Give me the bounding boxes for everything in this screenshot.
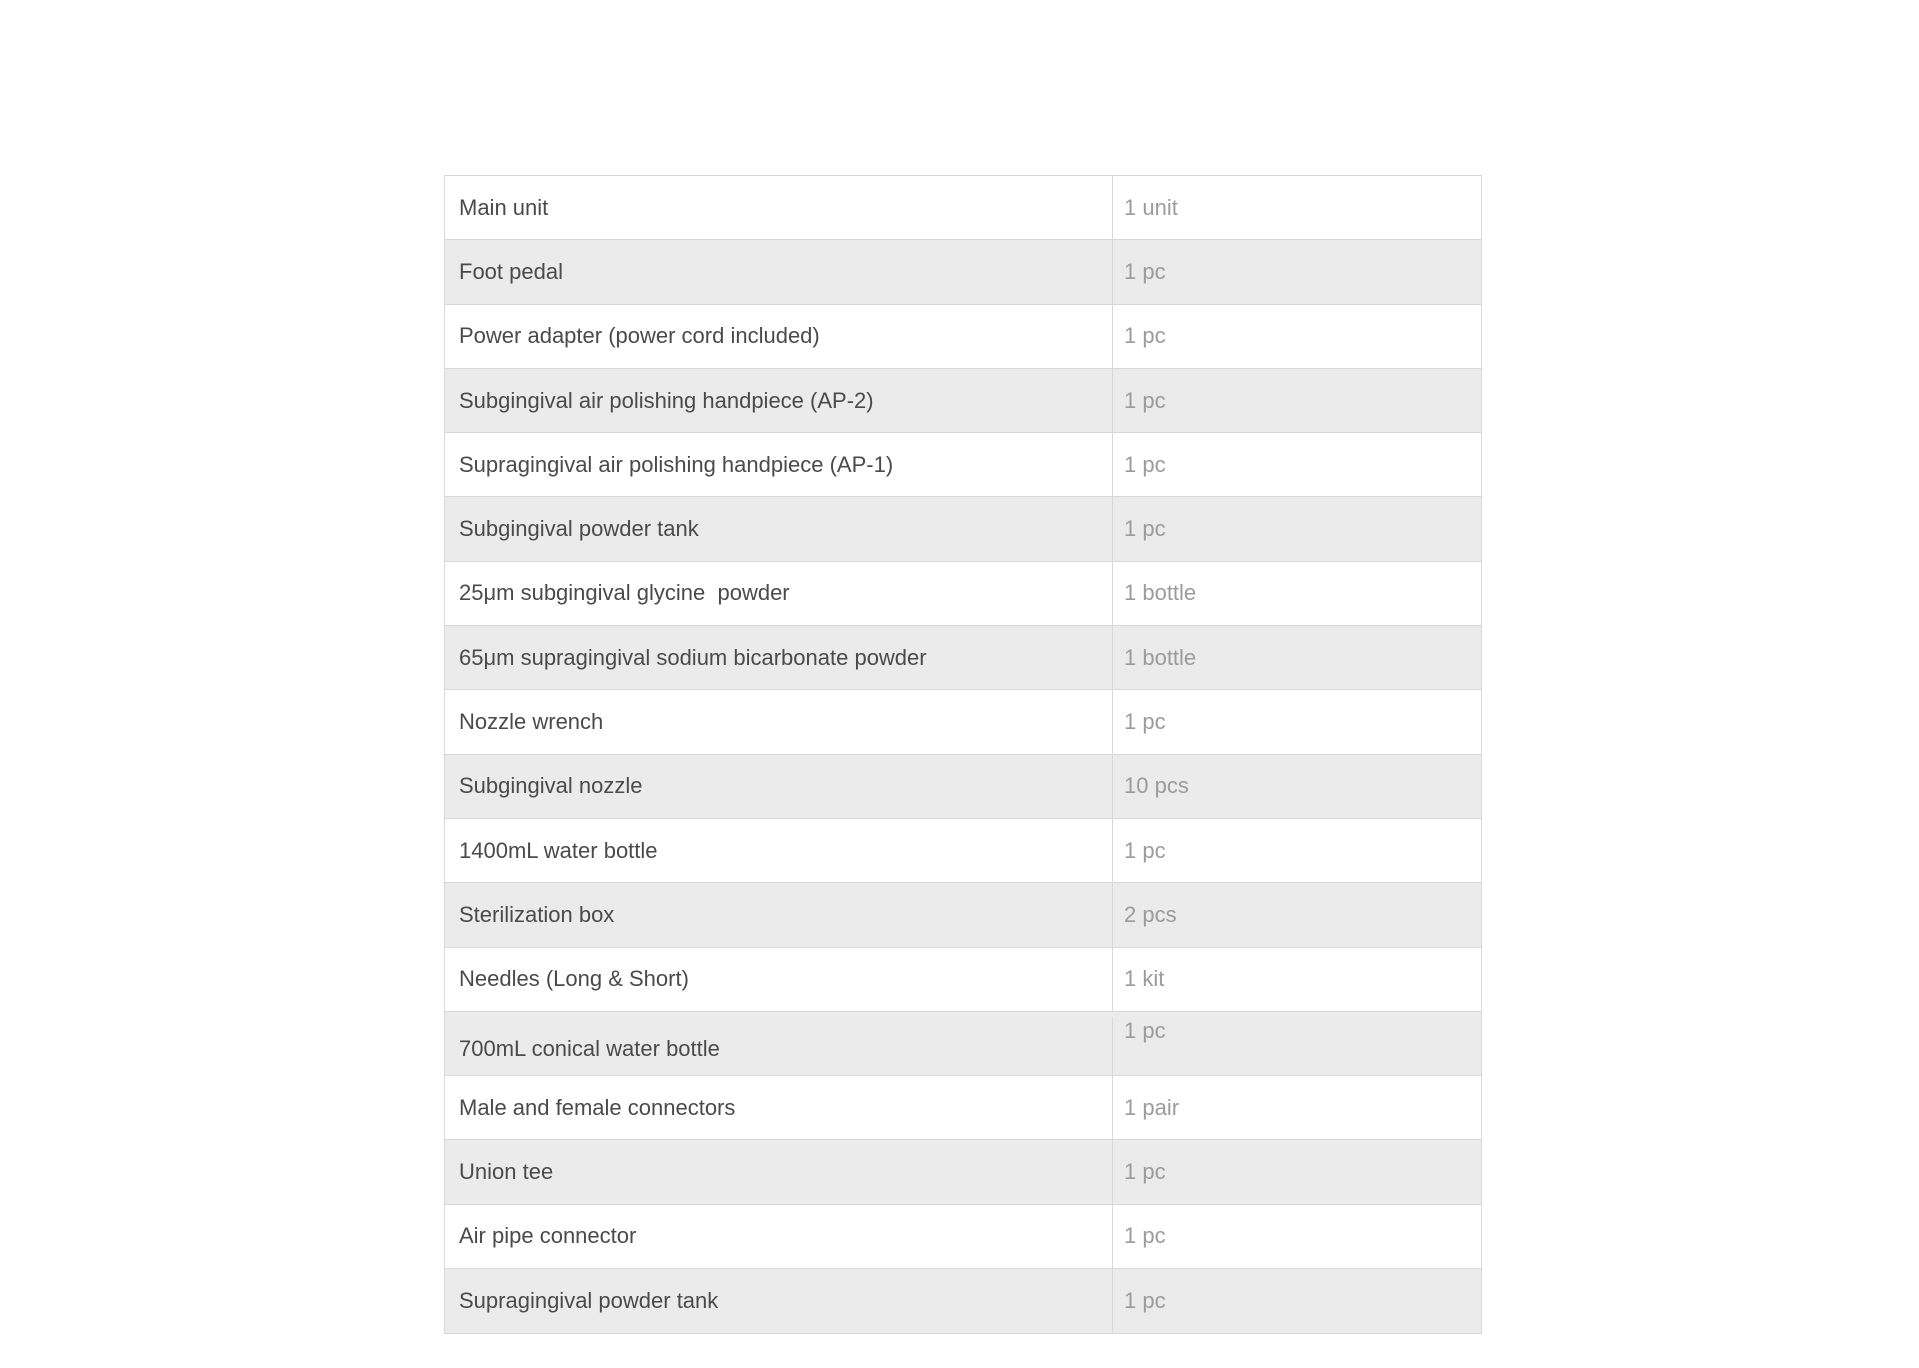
quantity-cell: 1 pc bbox=[1124, 1223, 1166, 1249]
item-cell: Main unit bbox=[445, 176, 1113, 239]
table-row bbox=[445, 1140, 1481, 1204]
table-row bbox=[445, 240, 1481, 304]
item-cell: Subgingival nozzle bbox=[445, 755, 1113, 818]
quantity-cell: 1 pc bbox=[1124, 1159, 1166, 1185]
quantity-cell: 1 pc bbox=[1124, 451, 1166, 477]
quantity-cell: 1 pc bbox=[1124, 516, 1166, 542]
table-row bbox=[445, 690, 1481, 754]
parts-table bbox=[444, 175, 1482, 1334]
item-cell: 700mL conical water bottle bbox=[445, 1017, 1113, 1080]
quantity-cell: 1 pc bbox=[1124, 1017, 1166, 1043]
item-cell: Subgingival powder tank bbox=[445, 497, 1113, 560]
table-row bbox=[445, 883, 1481, 947]
table-row bbox=[445, 305, 1481, 369]
item-cell: Air pipe connector bbox=[445, 1205, 1113, 1268]
quantity-cell: 1 pc bbox=[1124, 837, 1166, 863]
table-row bbox=[445, 626, 1481, 690]
quantity-cell: 1 bottle bbox=[1124, 644, 1197, 670]
item-cell: Foot pedal bbox=[445, 240, 1113, 303]
table-row bbox=[445, 176, 1481, 240]
item-cell: Union tee bbox=[445, 1140, 1113, 1203]
item-cell: Subgingival air polishing handpiece (AP-2) bbox=[445, 369, 1113, 432]
quantity-cell: 1 pc bbox=[1124, 258, 1166, 284]
item-cell: 25μm subgingival glycine powder bbox=[445, 562, 1113, 625]
item-cell: Supragingival powder tank bbox=[445, 1269, 1113, 1333]
item-cell: Power adapter (power cord included) bbox=[445, 305, 1113, 368]
parts-table-body bbox=[445, 176, 1481, 1333]
item-cell: Male and female connectors bbox=[445, 1076, 1113, 1139]
quantity-cell: 1 pair bbox=[1124, 1094, 1180, 1120]
quantity-cell: 1 unit bbox=[1124, 194, 1178, 220]
quantity-cell: 1 pc bbox=[1124, 323, 1166, 349]
item-cell: 1400mL water bottle bbox=[445, 819, 1113, 882]
quantity-cell: 1 bottle bbox=[1124, 580, 1197, 606]
table-row bbox=[445, 562, 1481, 626]
table-row bbox=[445, 755, 1481, 819]
quantity-cell: 1 kit bbox=[1124, 966, 1165, 992]
table-row bbox=[445, 433, 1481, 497]
table-row bbox=[445, 1269, 1481, 1333]
table-row bbox=[445, 1012, 1481, 1076]
quantity-cell: 1 pc bbox=[1124, 1288, 1166, 1314]
quantity-cell: 1 pc bbox=[1124, 387, 1166, 413]
item-cell: Nozzle wrench bbox=[445, 690, 1113, 753]
table-row bbox=[445, 819, 1481, 883]
table-row bbox=[445, 1205, 1481, 1269]
item-cell: Needles (Long & Short) bbox=[445, 948, 1113, 1011]
table-row bbox=[445, 497, 1481, 561]
quantity-cell: 1 pc bbox=[1124, 709, 1166, 735]
quantity-cell: 2 pcs bbox=[1124, 901, 1177, 927]
table-row bbox=[445, 1076, 1481, 1140]
quantity-cell: 10 pcs bbox=[1124, 773, 1189, 799]
item-cell: Sterilization box bbox=[445, 883, 1113, 946]
table-row bbox=[445, 369, 1481, 433]
item-cell: 65μm supragingival sodium bicarbonate powder bbox=[445, 626, 1113, 689]
item-cell: Supragingival air polishing handpiece (AP-1) bbox=[445, 433, 1113, 496]
